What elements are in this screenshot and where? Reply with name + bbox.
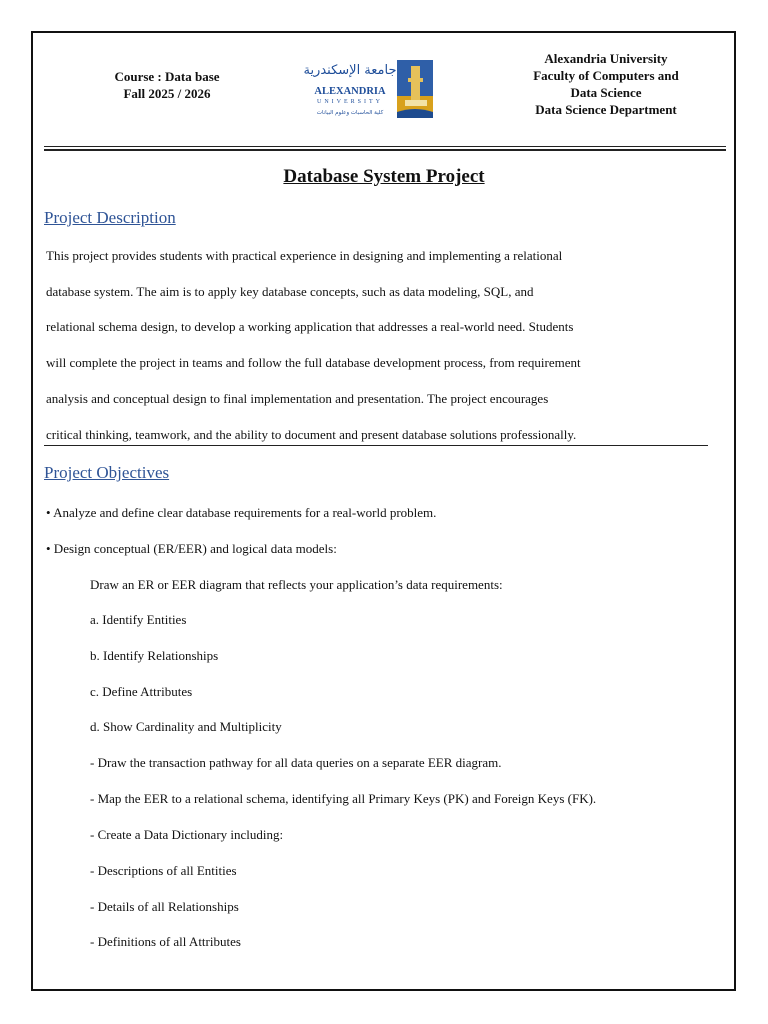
objective-item: • Analyze and define clear database requirements for a real-world problem. bbox=[46, 505, 437, 520]
university-logo bbox=[300, 56, 440, 124]
logo-english-name: ALEXANDRIA bbox=[314, 86, 386, 97]
objective-subitem: d. Show Cardinality and Multiplicity bbox=[90, 719, 282, 734]
logo-subtitle: UNIVERSITY bbox=[317, 99, 383, 105]
objective-item: • Design conceptual (ER/EER) and logical data models: bbox=[46, 541, 337, 556]
faculty-name-line2: Data Science bbox=[570, 85, 642, 100]
objective-subitem: - Create a Data Dictionary including: bbox=[90, 827, 284, 842]
description-line: critical thinking, teamwork, and the ability to document and present database solutions professionally. bbox=[46, 427, 577, 442]
objective-subitem: b. Identify Relationships bbox=[90, 648, 219, 663]
lighthouse-icon bbox=[397, 60, 433, 118]
course-term: Fall 2025 / 2026 bbox=[123, 86, 211, 101]
section-heading-description: Project Description bbox=[44, 208, 176, 227]
objective-subitem: - Definitions of all Attributes bbox=[90, 934, 241, 949]
section-divider bbox=[44, 445, 708, 446]
document-title: Database System Project bbox=[283, 166, 485, 187]
objective-subitem: - Details of all Relationships bbox=[90, 899, 239, 914]
objective-subitem: - Map the EER to a relational schema, identifying all Primary Keys (PK) and Foreign Keys (FK). bbox=[90, 791, 597, 806]
university-name: Alexandria University bbox=[544, 51, 668, 66]
institution-header bbox=[506, 50, 706, 118]
faculty-name-line1: Faculty of Computers and bbox=[533, 68, 679, 83]
header-divider-thick bbox=[44, 149, 726, 151]
description-line: database system. The aim is to apply key database concepts, such as data modeling, SQL, and bbox=[46, 284, 534, 299]
header-divider bbox=[44, 146, 726, 147]
description-line: analysis and conceptual design to final implementation and presentation. The project encourages bbox=[46, 391, 549, 406]
objective-subitem: - Draw the transaction pathway for all data queries on a separate EER diagram. bbox=[90, 755, 502, 770]
course-header bbox=[97, 68, 237, 102]
course-name: Course : Data base bbox=[114, 69, 220, 84]
logo-arabic-name: جامعة الإسكندرية bbox=[303, 63, 397, 78]
logo-arabic-faculty: كلية الحاسبات وعلوم البيانات bbox=[316, 110, 384, 116]
description-line: This project provides students with practical experience in designing and implementing a relational bbox=[46, 248, 563, 263]
objective-subitem: Draw an ER or EER diagram that reflects your application’s data requirements: bbox=[90, 577, 503, 592]
section-heading-objectives: Project Objectives bbox=[44, 463, 170, 482]
objective-subitem: a. Identify Entities bbox=[90, 612, 187, 627]
objective-subitem: - Descriptions of all Entities bbox=[90, 863, 237, 878]
description-line: relational schema design, to develop a working application that addresses a real-world need. Students bbox=[46, 319, 574, 334]
department-name: Data Science Department bbox=[535, 102, 677, 117]
description-line: will complete the project in teams and follow the full database development process, from requirement bbox=[46, 355, 581, 370]
objective-subitem: c. Define Attributes bbox=[90, 684, 193, 699]
